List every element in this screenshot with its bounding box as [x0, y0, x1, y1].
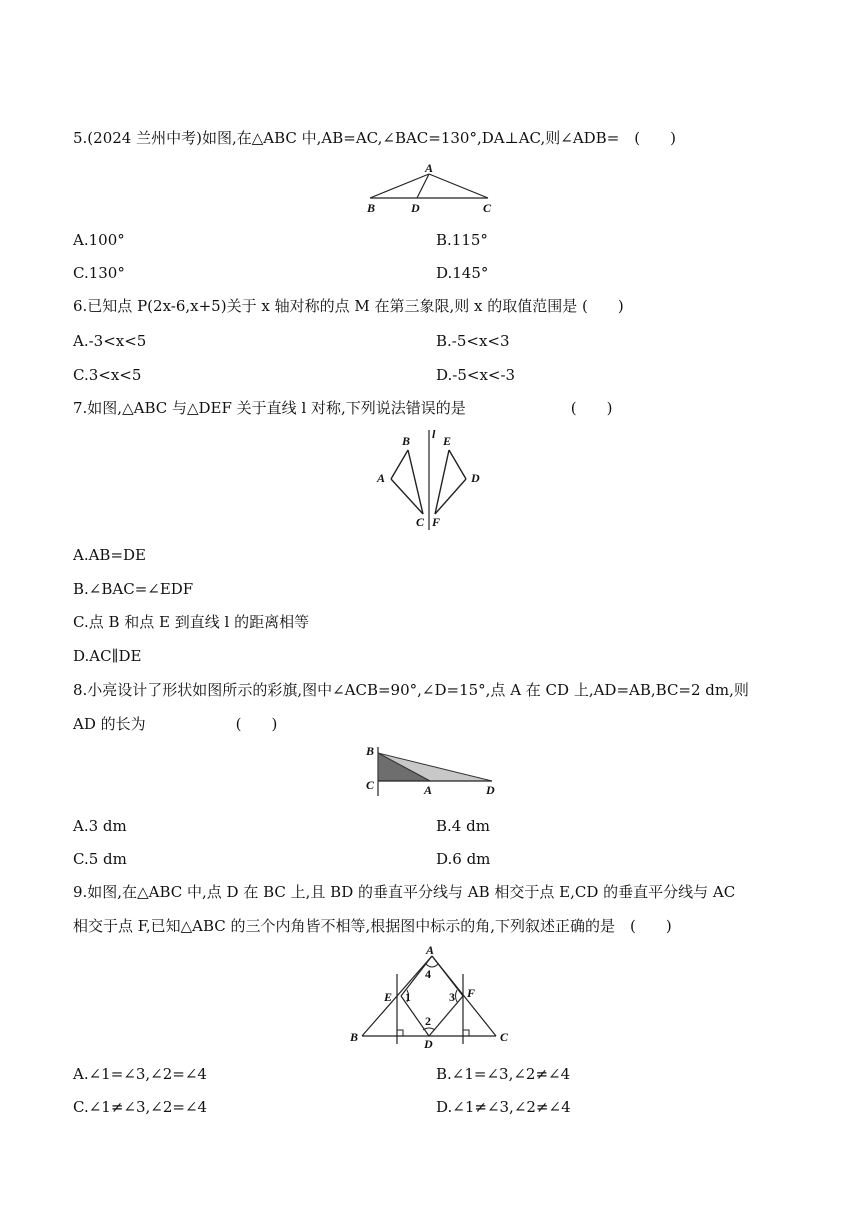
q7-option-b: B.∠BAC=∠EDF [73, 580, 194, 598]
q7-label-a: A [377, 471, 386, 485]
q7-option-d: D.AC∥DE [73, 647, 142, 665]
q9-label-b: B [350, 1030, 359, 1044]
q9-figure [346, 944, 526, 1050]
q7-figure [368, 424, 488, 532]
q9-stem-line-2: 相交于点 F,已知△ABC 的三个内角皆不相等,根据图中标示的角,下列叙述正确的是 ( ) [73, 917, 672, 935]
q7-label-b: B [402, 434, 411, 448]
q8-option-c: C.5 dm [73, 850, 127, 868]
q6-stem: 6.已知点 P(2x-6,x+5)关于 x 轴对称的点 M 在第三象限,则 x 的取值范围是 ( ) [73, 297, 624, 315]
q5-figure [360, 160, 500, 216]
q8-figure [362, 744, 502, 800]
q5-label-b: B [367, 201, 376, 215]
q7-option-a: A.AB=DE [73, 546, 147, 564]
q5-stem: 5.(2024 兰州中考)如图,在△ABC 中,AB=AC,∠BAC=130°,DA⊥AC,则∠ADB= ( ) [73, 129, 676, 147]
q8-stem-line-1: 8.小亮设计了形状如图所示的彩旗,图中∠ACB=90°,∠D=15°,点 A 在 CD 上,AD=AB,BC=2 dm,则 [73, 681, 749, 699]
q5-label-c: C [483, 201, 492, 215]
q8-label-c: C [366, 778, 375, 792]
q9-label-f: F [467, 986, 476, 1000]
q7-label-e: E [443, 434, 452, 448]
q7-label-d: D [471, 471, 480, 485]
q5-label-a: A [425, 161, 434, 175]
q9-label-a: A [426, 943, 435, 957]
q9-label-d: D [424, 1037, 433, 1051]
q5-option-b: B.115° [436, 231, 488, 249]
q6-option-b: B.-5<x<3 [436, 332, 510, 350]
q9-angle-3: 3 [449, 990, 455, 1004]
q6-option-c: C.3<x<5 [73, 366, 142, 384]
q9-angle-1: 1 [405, 990, 411, 1004]
q6-option-a: A.-3<x<5 [73, 332, 147, 350]
q7-label-l: l [432, 427, 436, 441]
q5-option-d: D.145° [436, 264, 489, 282]
q9-stem-line-1: 9.如图,在△ABC 中,点 D 在 BC 上,且 BD 的垂直平分线与 AB 相交于点 E,CD 的垂直平分线与 AC [73, 883, 736, 901]
q8-label-b: B [366, 744, 375, 758]
q9-label-c: C [500, 1030, 509, 1044]
q9-option-a: A.∠1=∠3,∠2=∠4 [73, 1065, 207, 1083]
q5-option-a: A.100° [73, 231, 125, 249]
q8-label-a: A [424, 783, 433, 797]
q7-option-c: C.点 B 和点 E 到直线 l 的距离相等 [73, 613, 310, 631]
q8-option-d: D.6 dm [436, 850, 491, 868]
q9-angle-2: 2 [425, 1014, 431, 1028]
q9-label-e: E [384, 990, 393, 1004]
q5-label-d: D [411, 201, 420, 215]
q8-option-b: B.4 dm [436, 817, 490, 835]
q7-stem: 7.如图,△ABC 与△DEF 关于直线 l 对称,下列说法错误的是 ( ) [73, 399, 613, 417]
q8-stem-line-2: AD 的长为 ( ) [73, 715, 278, 733]
q8-option-a: A.3 dm [73, 817, 127, 835]
q7-label-f: F [432, 515, 441, 529]
q9-option-d: D.∠1≠∠3,∠2≠∠4 [436, 1098, 571, 1116]
q8-label-d: D [486, 783, 495, 797]
q9-angle-4: 4 [425, 967, 431, 981]
q9-option-c: C.∠1≠∠3,∠2=∠4 [73, 1098, 208, 1116]
q7-label-c: C [416, 515, 425, 529]
q6-option-d: D.-5<x<-3 [436, 366, 516, 384]
q5-option-c: C.130° [73, 264, 125, 282]
q9-option-b: B.∠1=∠3,∠2≠∠4 [436, 1065, 571, 1083]
